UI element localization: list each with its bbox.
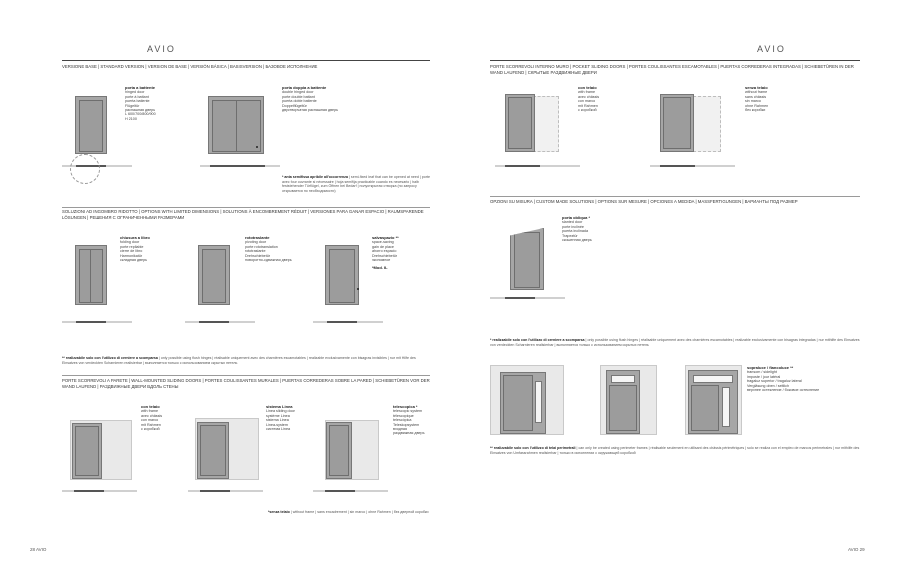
sliding-frame-plan xyxy=(62,488,137,494)
caption-line: скошенная дверь xyxy=(562,238,592,243)
pivot-door-caption xyxy=(245,236,320,262)
caption-line: верхнее остекление / боковое остекление xyxy=(747,388,820,393)
without-frame-note xyxy=(268,510,438,515)
caption-title: porta doppia a battente xyxy=(282,85,327,90)
double-door-caption xyxy=(282,86,382,112)
caption-line: H 2100 xyxy=(125,116,137,121)
note-text: | semi-fixed leaf that can be opened at need | porte avec four ouvrante si nécessaire | hoja semifija practicable cuando es necesario | halb feststehender Türflügel, zum Öffnen bei Bedarf | полуоткрытая створка (по запросу открывается по необходимости) xyxy=(282,175,430,193)
caption-line: gain de place xyxy=(372,244,394,249)
caption-line: Vergläsung oben / seitlich xyxy=(747,383,790,388)
slanted-note xyxy=(490,338,860,347)
door-handle-icon xyxy=(357,288,359,290)
pocket-noframe-caption xyxy=(745,86,805,112)
page-folio: 28 AVIO xyxy=(30,547,47,552)
note-text: | can only be created using perimeter frames | réalisable seulement en utilisant des châssis périmétriques | solo se realiza con el empleo de marcos perimetrales | nur mithilfe des Einsatzes von Umfassrahmen realisierbar | только в исполнении с окружающей коробкой xyxy=(490,446,860,455)
note-bold: ** realizzabile solo con l'utilizzo di cerniere a scomparsa xyxy=(62,356,158,360)
section-divider xyxy=(62,375,430,376)
caption-line: pivoting door xyxy=(245,240,267,245)
caption-line: складная дверь xyxy=(120,258,148,263)
caption-line: поворотно-сдвижная дверь xyxy=(245,258,292,263)
section-header-base: VERSIONE BASE | STANDARD VERSION | VERSION DE BASE | VERSIÓN BÁSICA | BASISVERSION | БАЗОВОЕ ИСПОЛНЕНИЕ xyxy=(62,60,430,70)
space-floor-plan xyxy=(313,319,383,325)
caption-line: con marco xyxy=(141,418,159,423)
space-saving-caption xyxy=(372,236,432,271)
caption-line: tragaluz superior / tragaluz lateral xyxy=(747,379,802,384)
caption-line: Drehschiebetür xyxy=(245,253,271,258)
telescopic-plan xyxy=(313,488,388,494)
slanted-door-caption xyxy=(562,216,622,242)
section-header-wall-sliding: PORTE SCORREVOLI A PARETE | WALL-MOUNTED SLIDING DOORS | PORTES COULISSANTES MURALES | PUERTAS CORREDERAS SOBRE LA PARED | SCHIEBETÜREN VOR DER WAND LAUFEND | РАЗДВИЖНЫЕ ДВЕРИ ВДОЛЬ СТЕНЫ xyxy=(62,378,430,389)
caption-line: telescopic system xyxy=(393,409,423,414)
caption-line: с коробкой xyxy=(141,427,160,432)
caption-line: without frame xyxy=(745,90,768,95)
caption-line: mit Rahmen xyxy=(141,422,161,427)
door-leaf-right xyxy=(236,100,261,152)
hinged-door-drawing xyxy=(75,96,107,154)
note-bold: *senza telaio xyxy=(268,510,290,514)
linea-caption xyxy=(266,405,326,431)
caption-line: puerta doble batiente xyxy=(282,99,317,104)
caption-title: sistema Linea xyxy=(266,404,293,409)
caption-line: ahorro espacio xyxy=(372,249,397,254)
caption-line: Flügeltür xyxy=(125,103,140,108)
telescopic-door xyxy=(326,422,352,479)
caption-line: ohne Rahmen xyxy=(745,103,769,108)
brand-title: AVIO xyxy=(757,44,786,54)
pivot-door-drawing xyxy=(198,245,230,305)
caption-line: space-saving xyxy=(372,240,394,245)
caption-line: transom / sidelight xyxy=(747,370,777,375)
caption-line: hinged door xyxy=(125,90,145,95)
hinged-door-caption xyxy=(125,86,205,121)
caption-line: porte à battant xyxy=(125,94,149,99)
caption-line: with frame xyxy=(141,409,159,414)
caption-line: система Linea xyxy=(266,427,291,432)
caption-line: sans châssis xyxy=(745,94,767,99)
perimeter-frames-note xyxy=(490,446,860,455)
caption-line: puerta inclinada xyxy=(562,229,589,234)
caption-title: rototraslante xyxy=(245,235,270,240)
caption-title: telescopica * xyxy=(393,404,418,409)
caption-line: mit Rahmen xyxy=(578,103,598,108)
folding-door-caption xyxy=(120,236,190,262)
caption-line: раздвижная дверь xyxy=(393,431,425,436)
note-bold: * realizzabile solo con l'utilizzo di cerniere a scomparsa xyxy=(490,338,585,342)
transom-door xyxy=(606,370,640,434)
caption-title: porta obliqua * xyxy=(562,215,590,220)
door-leaf xyxy=(79,100,103,152)
section-header-limited: SOLUZIONI AD INGOMBRO RIDOTTO | OPTIONS WITH LIMITED DIMENSIONS | SOLUTIONS À ENCOMBREMENT RÉDUIT | VERSIONES PARA GANAR ESPACIO | RAUMSPARENDE LÖSUNGEN | РЕШЕНИЯ С ОГРАНИЧЕННЫМИ РАЗМЕРАМИ xyxy=(62,209,424,220)
caption-line: telescópica xyxy=(393,418,412,423)
telescopic-caption xyxy=(393,405,453,436)
hinged-arc xyxy=(84,168,114,198)
caption-title: salvaspazio ** xyxy=(372,235,399,240)
caption-line: L 600/700/800/900 xyxy=(125,112,156,117)
caption-title: chiusura a libro xyxy=(120,235,150,240)
caption-line: Teleskopsystem xyxy=(393,422,420,427)
pocket-noframe-plan xyxy=(650,163,735,169)
transom-sidelight-door xyxy=(688,370,738,434)
caption-line: sin marco xyxy=(745,99,761,104)
semi-fixed-note xyxy=(282,175,430,193)
sliding-frame-caption xyxy=(141,405,201,431)
pivot-floor-plan xyxy=(185,319,255,325)
note-text: | only possible using flush hinges | réalisable uniquement avec des charnières escamotables | realizable exclusivamente con bisagras invisibles | nur mit Hilfe des Einsatzes von verdeckten Scharnieren realisierbar | выполняется только с использованием скрытых петель xyxy=(62,356,416,365)
caption-line: sistema Linea xyxy=(266,418,289,423)
caption-title: senza telaio xyxy=(745,85,768,90)
pocket-frame-plan xyxy=(495,163,580,169)
caption-line: Linea-system xyxy=(266,422,288,427)
model-ref: *Mod. IL xyxy=(372,265,388,271)
section-divider xyxy=(62,207,430,208)
door-leaf-left xyxy=(212,100,237,152)
section-divider xyxy=(490,196,860,197)
pocket-noframe-ghost xyxy=(693,96,721,152)
pocket-frame-door xyxy=(505,94,535,152)
space-saving-door-drawing xyxy=(325,245,359,305)
caption-line: double hinged door xyxy=(282,90,314,95)
caption-line: Trapeztür xyxy=(562,233,578,238)
caption-line: slanted door xyxy=(562,220,583,225)
caption-line: с коробкой xyxy=(578,108,597,113)
caption-title: porta a battente xyxy=(125,85,156,90)
pocket-noframe-door xyxy=(660,94,694,152)
slanted-door-drawing xyxy=(510,228,544,290)
caption-line: Harmonikatür xyxy=(120,253,143,258)
note-text: | only possible using flush hinges | réalisable uniquement avec des charnières escamotables | realizable exclusivamente con bisagras integradas | nur mithilfe des Einsatzes von verdeckten Scharnieren realisierbar | выполняется только с использованием скрытых петель xyxy=(490,338,860,347)
caption-title: con telaio xyxy=(141,404,160,409)
flush-hinges-note xyxy=(62,356,430,365)
linea-plan xyxy=(188,488,263,494)
section-header-pocket: PORTE SCORREVOLI INTERNO MURO | POCKET SLIDING DOORS | PORTES COULISSANTES ESCAMOTABLES | PUERTAS CORREDERAS INTEGRADAS | SCHIEBETÜREN IN DER WAND LAUFEND | СКРЫТЫЕ РАЗДВИЖНЫЕ ДВЕРИ xyxy=(490,60,860,76)
caption-line: puerta batiente xyxy=(125,99,150,104)
sidelight-door xyxy=(500,372,546,434)
folding-door-drawing xyxy=(75,245,107,305)
caption-line: porte rototranslation xyxy=(245,244,278,249)
note-bold: * anta semifissa apribile all'occorrenza xyxy=(282,175,348,179)
caption-line: avec châssis xyxy=(578,94,600,99)
pocket-frame-caption xyxy=(578,86,638,112)
caption-line: без коробки xyxy=(745,108,766,113)
double-floor-plan xyxy=(200,163,280,169)
caption-line: Doppelflügeltür xyxy=(282,103,307,108)
caption-line: télescopique xyxy=(393,413,414,418)
caption-line: porte repliable xyxy=(120,244,144,249)
pocket-frame-ghost xyxy=(533,96,559,152)
caption-line: cierre de libro xyxy=(120,249,143,254)
caption-line: imposte / jour latéral xyxy=(747,374,781,379)
right-page xyxy=(460,0,920,574)
brand-title: AVIO xyxy=(147,44,176,54)
folding-floor-plan xyxy=(62,319,132,325)
caption-line: rototraslante xyxy=(245,249,266,254)
page-folio: AVIO 29 xyxy=(848,547,865,552)
caption-line: входная xyxy=(393,427,407,432)
caption-line: распашная дверь xyxy=(125,108,156,113)
caption-line: Drehschiebetür xyxy=(372,253,398,258)
note-text: | without frame | sans encadrement | sin marco | ohne Rahmen | без дверной коробки xyxy=(289,510,429,514)
caption-line: folding door xyxy=(120,240,140,245)
caption-line: con marco xyxy=(578,99,596,104)
caption-line: двустворчатая распашная дверь xyxy=(282,108,339,113)
caption-line: porte double battant xyxy=(282,94,315,99)
slanted-floor-plan xyxy=(490,295,565,301)
linea-door xyxy=(197,422,229,479)
transom-caption xyxy=(747,366,867,392)
caption-line: porte inclinée xyxy=(562,224,584,229)
note-bold: ** realizzabile solo con l'utilizzo di telai perimetrali xyxy=(490,446,576,450)
door-handle-icon xyxy=(256,146,258,148)
caption-line: экономное xyxy=(372,258,391,263)
caption-title: sopraluce / fiancoluce ** xyxy=(747,365,794,370)
sliding-frame-door xyxy=(72,423,102,479)
caption-line: avec châssis xyxy=(141,413,163,418)
section-header-custom: OPZIONI SU MISURA | CUSTOM MADE SOLUTIONS | OPTIONS SUR MESURE | OPCIONES A MEDIDA | MASSFERTIGUNGEN | ВАРИАНТЫ ПОД РАЗМЕР xyxy=(490,199,798,204)
caption-line: système Linea xyxy=(266,413,290,418)
caption-title: con telaio xyxy=(578,85,597,90)
caption-line: with frame xyxy=(578,90,596,95)
caption-line: Linea sliding door xyxy=(266,409,295,414)
